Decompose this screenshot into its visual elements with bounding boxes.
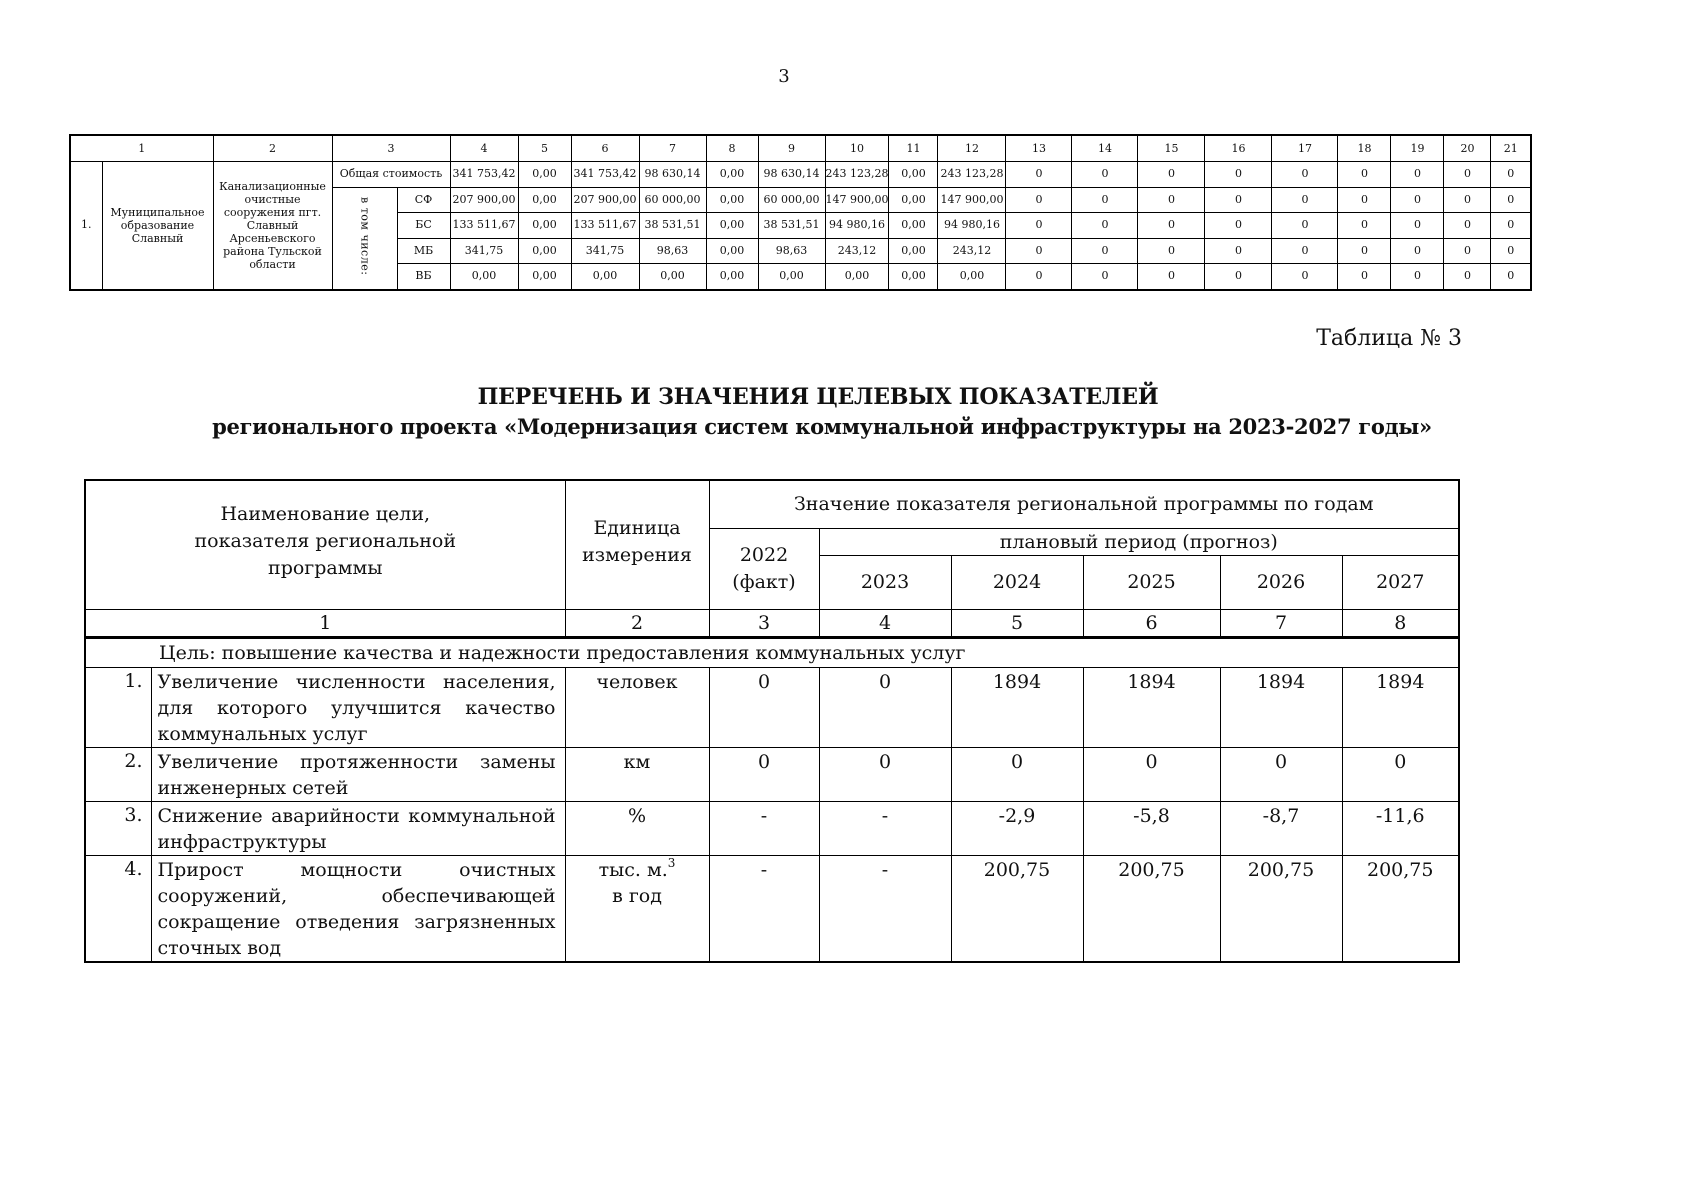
- value-cell: -2,9: [951, 801, 1083, 855]
- indicator-unit: км: [565, 747, 709, 801]
- column-numbers-row: [85, 609, 1459, 637]
- table-cell: 341,75: [571, 238, 639, 264]
- table-cell: 0: [1272, 264, 1338, 290]
- table-cell: 0: [1072, 162, 1138, 188]
- col-number: 4: [450, 135, 518, 162]
- table-cell: 38 531,51: [639, 213, 706, 239]
- table-row: [85, 667, 1459, 747]
- table-cell: 0: [1391, 264, 1444, 290]
- table-cell: 0: [1338, 238, 1391, 264]
- table-cell: 98 630,14: [639, 162, 706, 188]
- budget-header-row: [70, 135, 1531, 162]
- value-cell: -: [709, 855, 819, 962]
- table-cell: 0,00: [758, 264, 825, 290]
- table-cell: 0,00: [706, 162, 758, 188]
- col-number: 20: [1444, 135, 1491, 162]
- table-cell: 0: [1006, 213, 1072, 239]
- table-cell: 0: [1444, 213, 1491, 239]
- table-cell: 0,00: [889, 264, 938, 290]
- col-number: 12: [938, 135, 1006, 162]
- table-cell: 341 753,42: [571, 162, 639, 188]
- table-cell: 0: [1205, 213, 1272, 239]
- value-cell: -11,6: [1342, 801, 1459, 855]
- col-number: 8: [706, 135, 758, 162]
- col-number: 7: [1220, 609, 1342, 637]
- col-number: 8: [1342, 609, 1459, 637]
- indicator-unit: %: [565, 801, 709, 855]
- col-number: 15: [1138, 135, 1205, 162]
- indicator-name: Прирост мощности очистных сооружений, обеспечивающей сокращение отведения загрязненных сточных вод: [151, 855, 565, 962]
- in-that-number-cell: [332, 187, 397, 290]
- table-cell: 60 000,00: [639, 187, 706, 213]
- table-cell: 0,00: [518, 187, 571, 213]
- row-label: БС: [397, 213, 450, 239]
- table-cell: 0,00: [706, 238, 758, 264]
- table-cell: 0: [1491, 264, 1531, 290]
- table-cell: 0: [1272, 162, 1338, 188]
- value-cell: 0: [1342, 747, 1459, 801]
- col-number: 10: [825, 135, 889, 162]
- table-cell: 243,12: [938, 238, 1006, 264]
- table-cell: 0: [1138, 187, 1205, 213]
- table-cell: 243,12: [825, 238, 889, 264]
- header-unit-text: Единица измерения: [582, 516, 692, 566]
- col-number: 3: [332, 135, 450, 162]
- table-cell: 0: [1444, 162, 1491, 188]
- value-cell: 1894: [1220, 667, 1342, 747]
- table-cell: 0: [1072, 187, 1138, 213]
- table-cell: 0: [1072, 238, 1138, 264]
- header-year: 2024: [951, 555, 1083, 609]
- col-number: 17: [1272, 135, 1338, 162]
- col-number: 3: [709, 609, 819, 637]
- col-number: 2: [565, 609, 709, 637]
- table-cell: 0: [1138, 264, 1205, 290]
- table-cell: 0: [1391, 213, 1444, 239]
- budget-table: [69, 134, 1532, 291]
- indicators-table: [84, 479, 1460, 963]
- table-cell: 0: [1138, 213, 1205, 239]
- value-cell: -5,8: [1083, 801, 1220, 855]
- value-cell: 0: [819, 667, 951, 747]
- value-cell: 1894: [1083, 667, 1220, 747]
- header-year: 2025: [1083, 555, 1220, 609]
- table-cell: 0,00: [518, 264, 571, 290]
- col-number: 14: [1072, 135, 1138, 162]
- table-cell: 147 900,00: [825, 187, 889, 213]
- table-cell: 0,00: [518, 238, 571, 264]
- table-cell: 0,00: [938, 264, 1006, 290]
- table-cell: 243 123,28: [938, 162, 1006, 188]
- header-name-text: Наименование цели, показателя региональной программы: [194, 503, 456, 580]
- table-cell: 0: [1391, 187, 1444, 213]
- value-cell: 0: [709, 747, 819, 801]
- table-cell: 0: [1138, 238, 1205, 264]
- table-cell: 0: [1138, 162, 1205, 188]
- table-cell: 0: [1272, 213, 1338, 239]
- table-cell: 0: [1391, 238, 1444, 264]
- indicator-name: Увеличение протяженности замены инженерных сетей: [151, 747, 565, 801]
- value-cell: 1894: [951, 667, 1083, 747]
- col-number: 1: [70, 135, 213, 162]
- table-row: [85, 801, 1459, 855]
- col-number: 21: [1491, 135, 1531, 162]
- value-cell: 0: [819, 747, 951, 801]
- table-cell: 0: [1491, 213, 1531, 239]
- header-row-1: [85, 480, 1459, 528]
- indicator-unit: [565, 855, 709, 962]
- value-cell: 200,75: [1220, 855, 1342, 962]
- header-fact-year: 2022: [739, 543, 789, 566]
- indicator-unit: человек: [565, 667, 709, 747]
- table-cell: 0: [1391, 162, 1444, 188]
- table-cell: 0: [1205, 187, 1272, 213]
- col-number: 2: [213, 135, 332, 162]
- in-that-number-label: в том числе:: [358, 197, 372, 276]
- page-number: 3: [778, 66, 790, 87]
- table-cell: 147 900,00: [938, 187, 1006, 213]
- table-cell: 0: [1006, 264, 1072, 290]
- table-cell: 0,00: [889, 238, 938, 264]
- table-cell: 0,00: [518, 162, 571, 188]
- col-number: 13: [1006, 135, 1072, 162]
- table-cell: 0: [1491, 162, 1531, 188]
- col-number: 1: [85, 609, 565, 637]
- value-cell: 0: [709, 667, 819, 747]
- row-index: 3.: [85, 801, 151, 855]
- col-number: 9: [758, 135, 825, 162]
- table-cell: 94 980,16: [825, 213, 889, 239]
- table-cell: 0: [1272, 187, 1338, 213]
- table-cell: 0,00: [889, 187, 938, 213]
- table-cell: 0: [1006, 162, 1072, 188]
- table-cell: 341 753,42: [450, 162, 518, 188]
- value-cell: 200,75: [951, 855, 1083, 962]
- indicator-name: Увеличение численности населения, для которого улучшится качество коммунальных услуг: [151, 667, 565, 747]
- header-fact: [709, 528, 819, 609]
- table-cell: 0: [1006, 187, 1072, 213]
- table-cell: 0,00: [889, 213, 938, 239]
- col-number: 7: [639, 135, 706, 162]
- table-cell: 0: [1444, 238, 1491, 264]
- table-cell: 207 900,00: [450, 187, 518, 213]
- table-cell: 0,00: [706, 187, 758, 213]
- table-cell: 0,00: [706, 213, 758, 239]
- col-number: 5: [518, 135, 571, 162]
- document-title: ПЕРЕЧЕНЬ И ЗНАЧЕНИЯ ЦЕЛЕВЫХ ПОКАЗАТЕЛЕЙ: [477, 384, 1159, 410]
- table-cell: 0,00: [571, 264, 639, 290]
- table-cell: 60 000,00: [758, 187, 825, 213]
- value-cell: 200,75: [1342, 855, 1459, 962]
- row-label: МБ: [397, 238, 450, 264]
- col-number: 11: [889, 135, 938, 162]
- table-cell: 0: [1444, 264, 1491, 290]
- table-cell: 133 511,67: [571, 213, 639, 239]
- table-cell: 207 900,00: [571, 187, 639, 213]
- header-plan: плановый период (прогноз): [819, 528, 1459, 555]
- table-cell: 0: [1072, 213, 1138, 239]
- unit-main: тыс. м.: [598, 858, 668, 881]
- table-cell: 0: [1205, 238, 1272, 264]
- document-subtitle: регионального проекта «Модернизация систем коммунальной инфраструктуры на 2023-2027 годы»: [212, 414, 1432, 439]
- indicator-name: Снижение аварийности коммунальной инфраструктуры: [151, 801, 565, 855]
- table-cell: 0: [1205, 264, 1272, 290]
- row-label: ВБ: [397, 264, 450, 290]
- table-cell: 0: [1205, 162, 1272, 188]
- table-label: Таблица № 3: [1316, 326, 1462, 351]
- value-cell: 0: [1220, 747, 1342, 801]
- value-cell: 1894: [1342, 667, 1459, 747]
- col-number: 6: [1083, 609, 1220, 637]
- value-cell: -: [819, 801, 951, 855]
- col-number: 6: [571, 135, 639, 162]
- goal-row: [85, 637, 1459, 667]
- value-cell: 0: [951, 747, 1083, 801]
- header-name: [85, 480, 565, 609]
- value-cell: 200,75: [1083, 855, 1220, 962]
- table-cell: 0: [1338, 264, 1391, 290]
- header-year: 2026: [1220, 555, 1342, 609]
- table-cell: 0: [1072, 264, 1138, 290]
- table-cell: 0,00: [639, 264, 706, 290]
- table-cell: 0: [1491, 238, 1531, 264]
- table-cell: 98 630,14: [758, 162, 825, 188]
- municipality-cell: Муниципальное образование Славный: [102, 162, 213, 290]
- col-number: 5: [951, 609, 1083, 637]
- row-label: СФ: [397, 187, 450, 213]
- object-cell: Канализационные очистные сооружения пгт. Славный Арсеньевского района Тульской области: [213, 162, 332, 290]
- row-index: 1.: [85, 667, 151, 747]
- table-cell: 0: [1338, 213, 1391, 239]
- goal-text: Цель: повышение качества и надежности предоставления коммунальных услуг: [85, 637, 1459, 667]
- value-cell: -: [819, 855, 951, 962]
- table-cell: 0: [1491, 187, 1531, 213]
- table-cell: 0: [1006, 238, 1072, 264]
- table-cell: 0,00: [706, 264, 758, 290]
- table-cell: 94 980,16: [938, 213, 1006, 239]
- col-number: 4: [819, 609, 951, 637]
- table-row: [85, 747, 1459, 801]
- row-index: 4.: [85, 855, 151, 962]
- table-cell: 0: [1338, 187, 1391, 213]
- unit-tail: в год: [612, 884, 662, 907]
- value-cell: 0: [1083, 747, 1220, 801]
- table-cell: 341,75: [450, 238, 518, 264]
- header-year: 2023: [819, 555, 951, 609]
- table-cell: 0: [1444, 187, 1491, 213]
- table-cell: 98,63: [639, 238, 706, 264]
- row-label: Общая стоимость: [332, 162, 450, 188]
- table-cell: 38 531,51: [758, 213, 825, 239]
- header-year: 2027: [1342, 555, 1459, 609]
- header-fact-label: (факт): [732, 570, 796, 593]
- table-cell: 0,00: [889, 162, 938, 188]
- col-number: 16: [1205, 135, 1272, 162]
- row-index: 1.: [70, 162, 102, 290]
- table-cell: 0: [1338, 162, 1391, 188]
- table-cell: 98,63: [758, 238, 825, 264]
- budget-row-total: [70, 162, 1531, 188]
- table-cell: 0,00: [450, 264, 518, 290]
- table-cell: 133 511,67: [450, 213, 518, 239]
- header-unit: [565, 480, 709, 609]
- row-index: 2.: [85, 747, 151, 801]
- table-cell: 0,00: [825, 264, 889, 290]
- table-cell: 0: [1272, 238, 1338, 264]
- col-number: 18: [1338, 135, 1391, 162]
- header-values: Значение показателя региональной программы по годам: [709, 480, 1459, 528]
- table-cell: 0,00: [518, 213, 571, 239]
- table-row: [85, 855, 1459, 962]
- table-cell: 243 123,28: [825, 162, 889, 188]
- col-number: 19: [1391, 135, 1444, 162]
- unit-superscript: 3: [667, 855, 676, 870]
- value-cell: -8,7: [1220, 801, 1342, 855]
- value-cell: -: [709, 801, 819, 855]
